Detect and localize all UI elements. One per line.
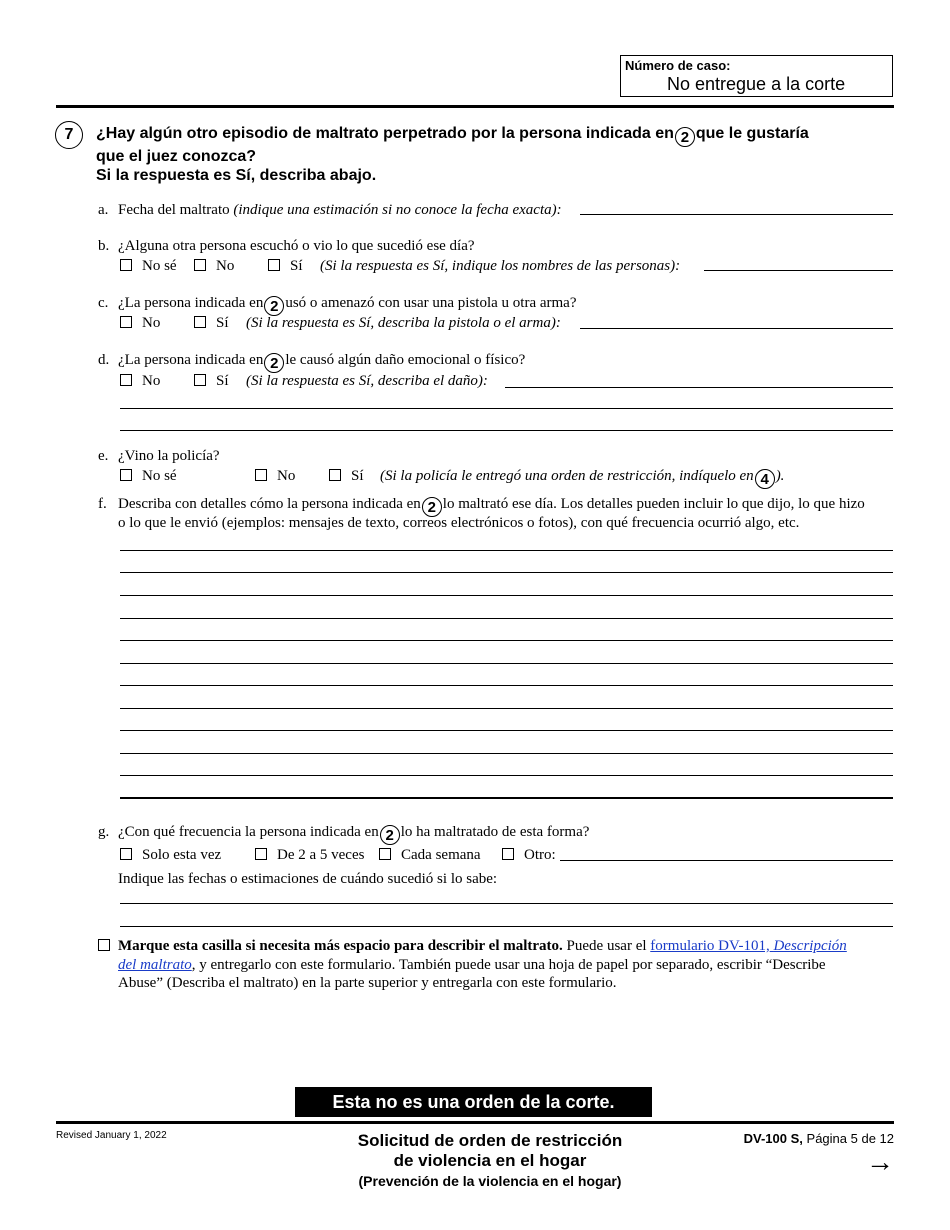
e-si-label: Sí [351,468,364,484]
g-question-2: lo ha maltratado de esta forma? [400,824,590,840]
abuse-details-line[interactable] [120,550,893,551]
abuse-details-line[interactable] [120,797,893,799]
e-no-checkbox[interactable] [255,469,267,481]
section-7-question [96,124,809,185]
g-other-checkbox[interactable] [502,848,514,860]
d-hint: (Si la respuesta es Sí, describa el daño): [246,373,488,389]
other-frequency-field[interactable] [560,860,893,861]
d-si-checkbox[interactable] [194,374,206,386]
next-page-arrow-icon[interactable]: → [866,1146,894,1177]
abuse-dates-line[interactable] [120,903,893,904]
form-title-2: de violencia en el hogar [393,1151,587,1170]
form-title-3: (Prevención de la violencia en el hogar) [358,1173,622,1189]
e-no-se-checkbox[interactable] [120,469,132,481]
c-si-label: Sí [216,315,229,331]
abuse-dates-line[interactable] [120,926,893,927]
ref-item-2: 2 [264,296,284,316]
item-d-question [118,351,525,373]
b-si-checkbox[interactable] [268,259,280,271]
item-c-question [118,294,577,316]
b-no-label: No [216,258,235,274]
item-g-question [118,823,589,845]
section-number-7: 7 [55,121,83,149]
e-no-se-label: No sé [142,468,177,484]
b-no-se-label: No sé [142,258,177,274]
f-text-2: lo maltrató ese día. Los detalles pueden incluir lo que dijo, lo que hizo [442,496,865,512]
header-rule [56,105,894,108]
harm-description-field[interactable] [505,387,893,388]
abuse-details-line[interactable] [120,663,893,664]
g-weekly-label: Cada semana [401,847,481,863]
b-no-se-checkbox[interactable] [120,259,132,271]
witness-names-field[interactable] [704,270,893,271]
d-question-2: le causó algún daño emocional o físico? [285,352,526,368]
more-space-checkbox[interactable] [98,939,110,951]
more-space-text [118,937,847,955]
e-no-label: No [277,468,296,484]
revised-date: Revised January 1, 2022 [56,1130,167,1141]
case-number-box [620,55,893,97]
g-other-label: Otro: [524,847,556,863]
item-f-letter: f. [98,496,107,512]
case-number-value: No entregue a la corte [667,74,846,94]
c-no-label: No [142,315,161,331]
more-space-text-line2 [118,956,826,974]
b-no-checkbox[interactable] [194,259,206,271]
g-question-1: ¿Con qué frecuencia la persona indicada en [118,824,379,840]
abuse-details-line[interactable] [120,730,893,731]
ref-item-4: 4 [755,469,775,489]
e-hint-1: (Si la policía le entregó una orden de restricción, indíquelo en [380,468,754,484]
footer-rule [56,1121,894,1124]
harm-description-line[interactable] [120,408,893,409]
link-text: formulario DV-101, [650,938,770,954]
item-a-letter: a. [98,202,109,218]
d-si-label: Sí [216,373,229,389]
ref-item-2: 2 [675,127,695,147]
date-label: Fecha del maltrato [118,202,230,218]
item-g-letter: g. [98,824,110,840]
more-space-bold: Marque esta casilla si necesita más espacio para describir el maltrato. [118,938,563,954]
abuse-details-line[interactable] [120,572,893,573]
ref-item-2: 2 [380,825,400,845]
page-info [744,1131,894,1146]
c-question-2: usó o amenazó con usar una pistola u otra arma? [285,295,577,311]
not-court-order-banner: Esta no es una orden de la corte. [295,1087,652,1117]
abuse-details-line[interactable] [120,753,893,754]
g-2to5-label: De 2 a 5 veces [277,847,365,863]
question-instruction: Si la respuesta es Sí, describa abajo. [96,167,377,184]
more-space-text-2: , y entregarlo con este formulario. También puede usar una hoja de papel por separado, escribir “Describe [191,957,826,973]
b-si-label: Sí [290,258,303,274]
case-number-label: Número de caso: [625,58,731,73]
abuse-details-line[interactable] [120,685,893,686]
b-hint: (Si la respuesta es Sí, indique los nombres de las personas): [320,258,681,274]
item-a-label [118,201,562,219]
link-italic-1: Descripción [773,938,847,954]
form-dv101-link-cont[interactable]: del maltrato [118,957,192,973]
harm-description-line[interactable] [120,430,893,431]
c-no-checkbox[interactable] [120,316,132,328]
abuse-details-line[interactable] [120,775,893,776]
question-text-3: que el juez conozca? [96,148,257,165]
d-no-label: No [142,373,161,389]
g-weekly-checkbox[interactable] [379,848,391,860]
item-f-line2: o lo que le envió (ejemplos: mensajes de texto, correos electrónicos o fotos), con qué frecuencia ocurrió algo, etc. [118,515,800,531]
c-question-1: ¿La persona indicada en [118,295,264,311]
item-b-question: ¿Alguna otra persona escuchó o vio lo que sucedió ese día? [118,238,475,254]
item-c-letter: c. [98,295,109,311]
item-e-letter: e. [98,448,109,464]
g-once-label: Solo esta vez [142,847,222,863]
item-e-question: ¿Vino la policía? [118,448,220,464]
d-no-checkbox[interactable] [120,374,132,386]
abuse-details-line[interactable] [120,618,893,619]
d-question-1: ¿La persona indicada en [118,352,264,368]
form-title [300,1131,680,1191]
item-d-letter: d. [98,352,110,368]
g-dates-label: Indique las fechas o estimaciones de cuándo sucedió si lo sabe: [118,871,498,887]
g-2to5-checkbox[interactable] [255,848,267,860]
e-si-checkbox[interactable] [329,469,341,481]
page-number: Página 5 de 12 [806,1131,894,1146]
c-hint: (Si la respuesta es Sí, describa la pistola o el arma): [246,315,561,331]
more-space-text-1: Puede usar el [566,938,647,954]
e-hint-2: ). [775,468,785,484]
form-title-1: Solicitud de orden de restricción [357,1131,623,1150]
abuse-date-field[interactable] [580,214,893,215]
question-text-1: ¿Hay algún otro episodio de maltrato perpetrado por la persona indicada en [96,125,674,142]
g-once-checkbox[interactable] [120,848,132,860]
weapon-description-field[interactable] [580,328,893,329]
item-b-letter: b. [98,238,110,254]
e-hint [380,467,784,489]
abuse-details-line[interactable] [120,708,893,709]
abuse-details-line[interactable] [120,595,893,596]
form-dv101-link[interactable] [650,938,847,954]
question-text-2: que le gustaría [695,125,809,142]
form-id: DV-100 S, [743,1131,803,1146]
abuse-details-line[interactable] [120,640,893,641]
c-si-checkbox[interactable] [194,316,206,328]
ref-item-2: 2 [422,497,442,517]
date-hint: (indique una estimación si no conoce la fecha exacta): [233,202,562,218]
f-text-1: Describa con detalles cómo la persona indicada en [118,496,421,512]
ref-item-2: 2 [264,353,284,373]
more-space-text-line3: Abuse” (Describa el maltrato) en la parte superior y entregarla con este formulario. [118,975,617,991]
